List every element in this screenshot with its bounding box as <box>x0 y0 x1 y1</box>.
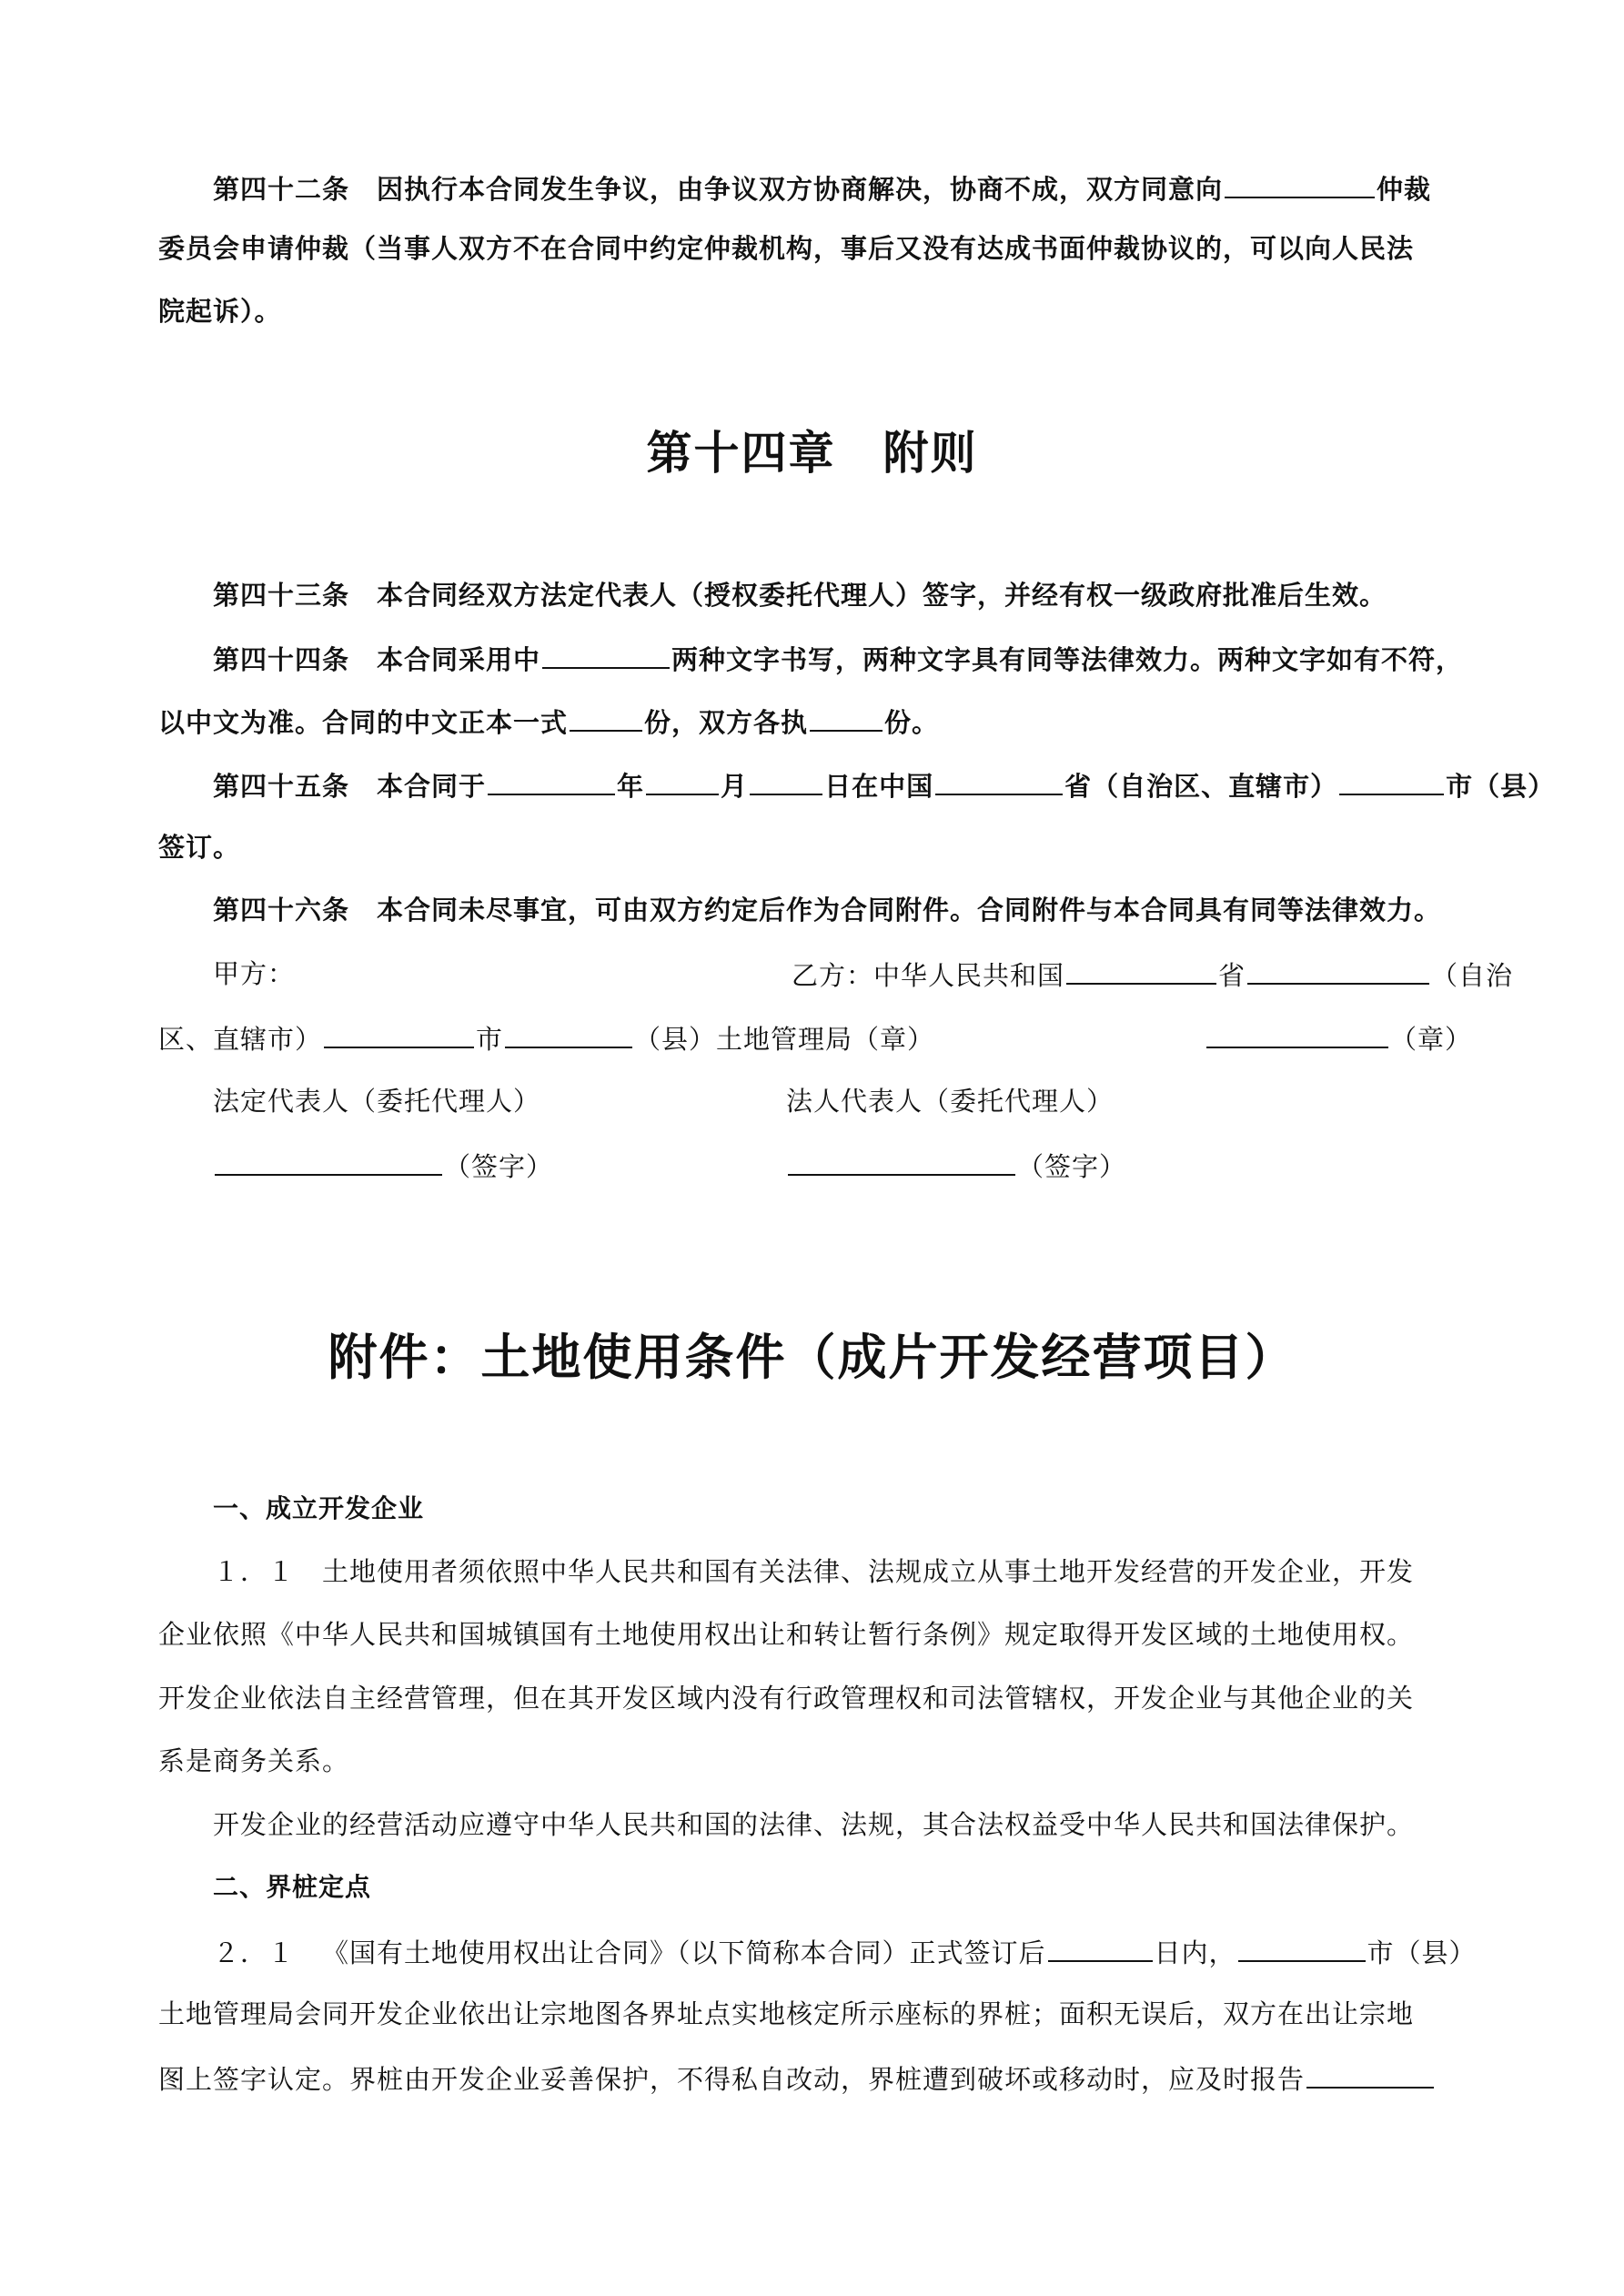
party-b-country-blank[interactable] <box>1066 956 1216 985</box>
arbitration-commission-blank[interactable] <box>1225 169 1375 198</box>
section-1-1-line-2: 企业依照《中华人民共和国城镇国有土地使用权出让和转让暂行条例》规定取得开发区域的土地使用权。 <box>158 1619 1415 1650</box>
article-44-line-1: 第四十四条 本合同采用中 两种文字书写，两种文字具有同等法律效力。两种文字如有不符， <box>158 640 1523 678</box>
signature-bureau-line: 区、直辖市） 市 （县）土地管理局（章） （章） <box>158 1019 1468 1057</box>
section-1-1-line-4: 系是商务关系。 <box>158 1745 350 1776</box>
party-b-label: 乙方：中华人民共和国 省 （自治 <box>792 956 1513 994</box>
article-42-line-3: 院起诉）。 <box>158 296 282 327</box>
language-blank[interactable] <box>542 640 670 669</box>
article-label: 第四十六条 <box>213 895 350 925</box>
bureau-city-blank[interactable] <box>324 1019 474 1048</box>
signature-parties-line <box>158 956 1523 992</box>
city-blank[interactable] <box>1339 766 1444 795</box>
chapter-title: 第十四章 附则 <box>646 427 978 480</box>
article-44-line-2: 以中文为准。合同的中文正本一式 份，双方各执 份。 <box>158 703 1468 741</box>
section-1-paragraph-2: 开发企业的经营活动应遵守中华人民共和国的法律、法规，其合法权益受中华人民共和国法律保护。 <box>213 1809 1415 1840</box>
party-b-representative: 法人代表人（委托代理人） <box>786 1086 1115 1117</box>
article-46: 第四十六条 本合同未尽事宜，可由双方约定后作为合同附件。合同附件与本合同具有同等法律效力。 <box>213 895 1442 925</box>
article-label: 第四十三条 <box>213 580 350 611</box>
section-2-1-line-2: 土地管理局会同开发企业依出让宗地图各界址点实地核定所示座标的界桩；面积无误后，双方在出让宗地 <box>158 1998 1415 2029</box>
month-blank[interactable] <box>646 766 719 795</box>
days-blank[interactable] <box>1048 1933 1153 1962</box>
party-a-label: 甲方： <box>213 958 296 989</box>
appendix-title: 附件：土地使用条件（成片开发经营项目） <box>328 1329 1296 1386</box>
party-a-representative: 法定代表人（委托代理人） <box>213 1086 541 1117</box>
party-b-seal-blank[interactable] <box>1206 1019 1388 1048</box>
clause-number: １．１ <box>213 1556 296 1587</box>
day-blank[interactable] <box>750 766 822 795</box>
article-label: 第四十五条 <box>213 771 350 802</box>
report-to-blank[interactable] <box>1306 2059 1434 2089</box>
section-2-heading: 二、界桩定点 <box>213 1872 372 1902</box>
copies-each-blank[interactable] <box>810 703 883 732</box>
year-blank[interactable] <box>488 766 615 795</box>
party-a-signature-blank[interactable] <box>215 1147 442 1176</box>
article-43: 第四十三条 本合同经双方法定代表人（授权委托代理人）签字，并经有权一级政府批准后生效。 <box>213 580 1387 611</box>
article-45-line-1: 第四十五条 本合同于 年 月 日在中国 省（自治区、直辖市） 市（县） <box>158 766 1523 804</box>
section-2-1-line-1: ２．１ 《国有土地使用权出让合同》（以下简称本合同）正式签订后 日内， 市（县） <box>158 1933 1523 1971</box>
article-45-line-2: 签订。 <box>158 832 241 863</box>
province-blank[interactable] <box>935 766 1063 795</box>
section-1-heading: 一、成立开发企业 <box>213 1493 425 1523</box>
signature-representatives-line <box>158 1083 1523 1119</box>
article-42-line-2: 委员会申请仲裁（当事人双方不在合同中约定仲裁机构，事后又没有达成书面仲裁协议的，可以向人民法 <box>158 233 1415 264</box>
bureau-county-blank[interactable] <box>505 1019 632 1048</box>
copies-total-blank[interactable] <box>570 703 642 732</box>
article-label: 第四十二条 <box>213 174 350 205</box>
section-2-1-line-3: 图上签字认定。界桩由开发企业妥善保护，不得私自改动，界桩遭到破坏或移动时，应及时报告 <box>158 2059 1468 2098</box>
section-1-1-line-1: １．１ 土地使用者须依照中华人民共和国有关法律、法规成立从事土地开发经营的开发企业，开发 <box>213 1556 1415 1587</box>
clause-number: ２．１ <box>213 1937 296 1968</box>
article-label: 第四十四条 <box>213 644 350 675</box>
party-b-signature-blank[interactable] <box>788 1147 1015 1176</box>
article-42-line-1: 第四十二条 因执行本合同发生争议，由争议双方协商解决，协商不成，双方同意向 仲裁 <box>158 169 1523 207</box>
city-bureau-blank[interactable] <box>1238 1933 1366 1962</box>
party-b-province-blank[interactable] <box>1247 956 1429 985</box>
signature-sign-line: （签字） （签字） <box>158 1147 1523 1185</box>
section-1-1-line-3: 开发企业依法自主经营管理，但在其开发区域内没有行政管理权和司法管辖权，开发企业与其他企业的关 <box>158 1683 1415 1714</box>
